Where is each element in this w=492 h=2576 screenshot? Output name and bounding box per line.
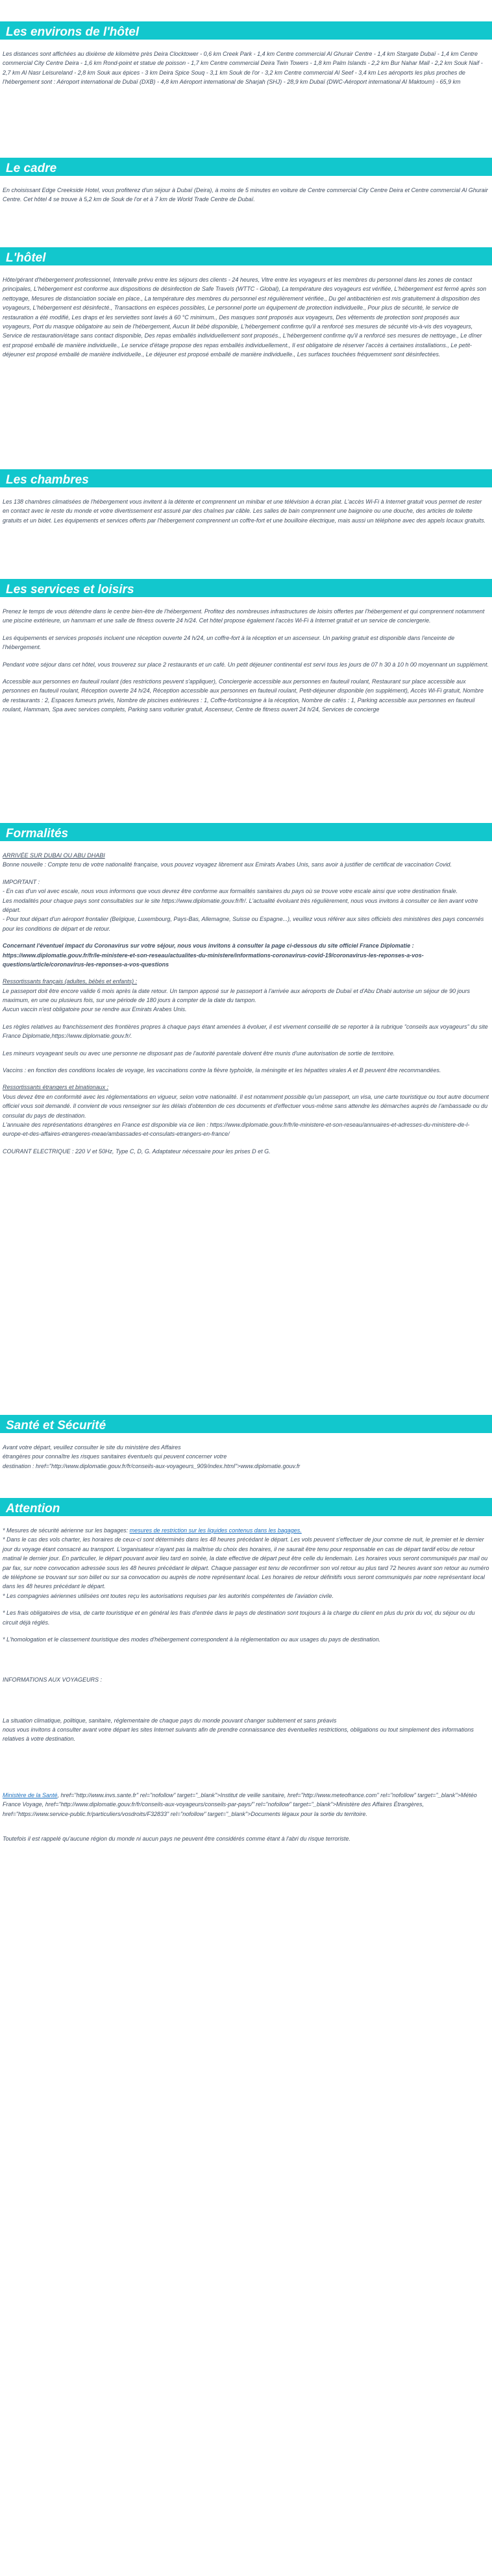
section-banner-sante bbox=[0, 1415, 492, 1433]
sante-line-2: étrangères pour connaître les risques sanitaires éventuels qui peuvent concerner votre bbox=[3, 1453, 227, 1460]
attention-intro bbox=[3, 1526, 489, 1601]
formalites-arrival bbox=[3, 851, 489, 870]
formalites-foreign bbox=[3, 1083, 489, 1138]
ministry-health-link[interactable]: Ministère de la Santé bbox=[3, 1791, 58, 1798]
links-text: , href="http://www.invs.sante.fr" rel="nofollow" target="_blank">Institut de veille sanitaire, href="http://www.meteofrance.com" rel="nofollow" target="_blank">Météo France Voyage, href="http://www.diplomatie.gouv.fr/fr/conseils-aux-voyageurs/conseils-par-pays/" rel="nofollow" target="_blank">Ministère des Affaires Étrangères, href="https://www.service-public.fr/particuliers/vosdroits/F32833" rel="nofollow" target="_blank">Documents légaux pour la sortie du territoire. bbox=[3, 1791, 477, 1817]
french-2: Aucun vaccin n'est obligatoire pour se rendre aux Emirats Arabes Unis. bbox=[3, 1006, 187, 1013]
important-2: Les modalités pour chaque pays sont consultables sur le site https://www.diplomatie.gouv.fr/fr/. L'actualité évoluant très régulièrement, nous vous invitons à consulter ce lien avant votre départ. bbox=[3, 897, 478, 913]
hotel-body bbox=[3, 275, 489, 367]
hotel-text: Hôte/gérant d'hébergement professionnel, Intervalle prévu entre les séjours des clients - 24 heures, Vitre entre les voyageurs et les membres du personnel dans les zones de contact principales, L'hébergement est conforme aux dispositions de désinfection de Safe Travels (WTTC - Global), La température des voyageurs est vérifiée, L'hébergement est fermé après son nettoyage, Mesures de distanciation sociale en place., La température des membres du personnel est régulièrement vérifiée., Du gel antibactérien est mis gratuitement à disposition des voyageurs, L'hébergement est désinfecté., Transactions en espèces possibles, Le personnel porte un équipement de protection individuelle., Pour plus de sécurité, le service de restauration a été modifié, Les draps et les serviettes sont lavés à 60 °C minimum., Des masques sont proposés aux voyageurs, Des vêtements de protection sont proposés aux voyageurs, Port du masque obligatoire au sein de l'hébergement, Aucun lit bébé disponible, L'hébergement confirme qu'il a renforcé ses mesures de sécurité vis-à-vis des voyageurs, Service de restauration/étage sans contact disponible, Des repas emballés individuellement sont proposés., L'hébergement confirme qu'il a renforcé ses mesures de nettoyage., Le dîner est proposé emballé de manière individuelle., Le service d'étage propose des repas emballés individuellement., Il est obligatoire de réserver l'accès à certaines installations., Le petit-déjeuner est proposé emballé de manière individuelle., Le déjeuner est proposé emballé de manière individuelle., Les surfaces touchées fréquemment sont désinfectées. bbox=[3, 276, 487, 358]
section-banner-attention bbox=[0, 1498, 492, 1516]
section-title-formalites: Formalités bbox=[6, 827, 69, 840]
situation-block bbox=[3, 1716, 489, 1744]
vaccins-notice: Vaccins : en fonction des conditions locales de voyage, les vaccinations contre la fièvre typhoïde, la méningite et les hépatites virales A et B peuvent être recommandées. bbox=[3, 1067, 441, 1074]
environs-text: Les distances sont affichées au dixième de kilomètre près Deira Clocktower - 0,6 km Creek Park - 1,4 km Centre commercial Al Ghurair Centre - 1,4 km Stargate Dubaï - 1,4 km Centre commercial City Centre Deira - 1,6 km Rond-point et statue de poisson - 1,7 km Centre commercial Deira Twin Towers - 1,8 km Palm Islands - 2,2 km Bur Nahar Mall - 2,2 km Souk Naif - 2,7 km Al Nasr Leisureland - 2,8 km Souk aux épices - 3 km Deira Spice Souq - 3,1 km Souk de l'or - 3,2 km Centre commercial Al Seef - 3,4 km Les aéroports les plus proches de l'hébergement sont : Aéroport international de Dubaï (DXB) - 4,8 km Aéroport international de Sharjah (SHJ) - 28,9 km Dubaï (DWC-Aéroport international Al Maktoum) - 65,9 km bbox=[3, 51, 483, 86]
sante-body bbox=[3, 1443, 489, 1471]
formalites-intro: Bonne nouvelle : Compte tenu de votre nationalité française, vous pouvez voyagez librement aux Emirats Arabes Unis, sans avoir à justifier de certificat de vaccination Covid. bbox=[3, 861, 452, 868]
loisirs-p1: Prenez le temps de vous détendre dans le centre bien-être de l'hébergement. Profitez des nombreuses infrastructures de loisirs offertes par l'hébergement et qui comprennent notamment une piscine extérieure, un hammam et une salle de fitness ouverte 24 h/24. Cet hôtel propose également l'accès Wi-Fi à Internet gratuit et un service de conciergerie. bbox=[3, 608, 485, 624]
closing-notice: Toutefois il est rappelé qu'aucune région du monde ni aucun pays ne peuvent être considérés comme étant à l'abri du risque terroriste. bbox=[3, 1835, 351, 1843]
bagages-notice bbox=[3, 1526, 489, 1535]
important-3: - Pour tout départ d'un aéroport frontalier (Belgique, Luxembourg, Pays-Bas, Allemagne, Suisse ou Espagne...), veuillez vous référer aux sites officiels des ministères des pays concernés pour les conditions de départ et de retour. bbox=[3, 916, 484, 932]
section-banner-chambres bbox=[0, 469, 492, 487]
situation-2: nous vous invitons à consulter avant votre départ les sites Internet suivants afin de prendre connaissance des éventuelles restrictions, obligations ou tout simplement des informations relatives à votre destination. bbox=[3, 1726, 474, 1743]
section-title-sante: Santé et Sécurité bbox=[6, 1419, 106, 1432]
borders-rules: Les règles relatives au franchissement des frontières propres à chaque pays étant amenées à évoluer, il est vivement conseillé de se reporter à la rubrique "conseils aux voyageurs" du site France Diplomatie,https://www.diplomatie.gouv.fr/. bbox=[3, 1023, 488, 1040]
section-title-environs: Les environs de l'hôtel bbox=[6, 25, 140, 39]
sante-line-1: Avant votre départ, veuillez consulter le site du ministère des Affaires bbox=[3, 1444, 181, 1451]
section-title-chambres: Les chambres bbox=[6, 473, 89, 487]
loisirs-p4: Accessible aux personnes en fauteuil roulant (des restrictions peuvent s'appliquer), Conciergerie accessible aux personnes en fauteuil roulant, Restaurant sur place accessible aux personnes en fauteuil roulant, Réception ouverte 24 h/24, Réception accessible aux personnes en fauteuil roulant, Petit-déjeuner disponible (en supplément), Accès Wi-Fi gratuit, Nombre de restaurants : 2, Espaces fumeurs privés, Nombre de piscines extérieures : 1, Coffre-fort/consigne à la réception, Nombre de cafés : 1, Parking accessible aux personnes en fauteuil roulant, Hammam, Spa avec services complets, Parking sans voiturier gratuit, Ascenseur, Centre de fitness ouvert 24 h/24, Services de concierge bbox=[3, 678, 484, 713]
section-banner-formalites bbox=[0, 823, 492, 841]
section-banner-loisirs bbox=[0, 579, 492, 597]
foreign-heading: Ressortissants étrangers et binationaux : bbox=[3, 1084, 109, 1091]
loisirs-p2: Les équipements et services proposés incluent une réception ouverte 24 h/24, un coffre-fort à la réception et un ascenseur. Un parking gratuit est disponible dans l'enceinte de l'hébergement. bbox=[3, 634, 455, 651]
cadre-body bbox=[3, 186, 489, 212]
minors-notice: Les mineurs voyageant seuls ou avec une personne ne disposant pas de l'autorité parentale doivent être munis d'une autorisation de sortie de territoire. bbox=[3, 1049, 395, 1057]
formalites-french bbox=[3, 977, 489, 1014]
chambres-text: Les 138 chambres climatisées de l'hébergement vous invitent à la détente et comprennent un minibar et une télévision à écran plat. L'accès Wi-Fi à Internet gratuit vous permet de rester en contact avec le reste du monde et votre divertissement est assuré par des chaînes par câble. Les salles de bain comprennent une baignoire ou une douche, des articles de toilette gratuits et un bidet. Les équipements et services offerts par l'hébergement comprennent un coffre-fort et une bouilloire électrique, mais aussi un téléphone avec des appels locaux gratuits. bbox=[3, 498, 486, 524]
section-title-loisirs: Les services et loisirs bbox=[6, 583, 134, 596]
important-1: - En cas d'un vol avec escale, nous vous informons que vous devrez être conforme aux formalités sanitaires du pays où se trouve votre escale ainsi que votre destination finale. bbox=[3, 888, 458, 895]
foreign-2: L'annuaire des représentations étrangères en France est disponible via ce lien : https://www.diplomatie.gouv.fr/fr/le-ministere-et-son-reseau/annuaires-et-adresses-du-ministere-de-l-europe-et-des-affaires-etrangeres-meae/ambassades-et-consulats-etrangers-en-france/ bbox=[3, 1121, 470, 1138]
loisirs-body bbox=[3, 607, 489, 722]
corona-notice: Concernant l'éventuel impact du Coronavirus sur votre séjour, nous vous invitons à consulter la page ci-dessous du site officiel France Diplomatie : https://www.diplomatie.gouv.fr/fr/le-ministere-et-son-reseau/actualites-du-ministere/informations-coronavirus-covid-19/coronavirus-les-reponses-a-vos-questions/article/coronavirus-les-reponses-a-vos-questions bbox=[3, 942, 424, 968]
loisirs-p3: Pendant votre séjour dans cet hôtel, vous trouverez sur place 2 restaurants et un café. Un petit déjeuner continental est servi tous les jours de 07 h 30 à 10 h 00 moyennant un supplément. bbox=[3, 661, 489, 668]
formalites-heading: ARRIVÉE SUR DUBAI OU ABU DHABI bbox=[3, 852, 105, 859]
section-title-hotel: L'hôtel bbox=[6, 251, 46, 265]
fees-notice: * Les frais obligatoires de visa, de carte touristique et en général les frais d'entrée dans le pays de destination sont toujours à la charge du client en plus du prix du vol, du séjour ou du circuit déjà réglés. bbox=[3, 1610, 475, 1626]
section-title-attention: Attention bbox=[6, 1502, 60, 1515]
section-banner-hotel bbox=[0, 247, 492, 265]
bagages-prefix: * Mesures de sécurité aérienne sur les bagages: bbox=[3, 1527, 130, 1534]
environs-body bbox=[3, 49, 489, 95]
electric-notice: COURANT ELECTRIQUE : 220 V et 50Hz, Type C, D, G. Adaptateur nécessaire pour les prises D et G. bbox=[3, 1147, 271, 1155]
cadre-text: En choisissant Edge Creekside Hotel, vous profiterez d'un séjour à Dubaï (Deira), à moins de 5 minutes en voiture de Centre commercial City Centre Deira et Centre commercial Al Ghurair Centre. Cet hôtel 4 se trouve à 5,2 km de Souk de l'or et à 7 km de World Trade Centre de Dubaï. bbox=[3, 187, 488, 203]
info-heading: INFORMATIONS AUX VOYAGEURS : bbox=[3, 1676, 103, 1684]
links-paragraph bbox=[3, 1791, 489, 1819]
sante-line-3: destination : href="http://www.diplomatie.gouv.fr/fr/conseils-aux-voyageurs_909/index.html">www.diplomatie.gouv.fr bbox=[3, 1462, 301, 1469]
french-heading: Ressortissants français (adultes, bébés et enfants) : bbox=[3, 978, 138, 985]
foreign-1: Vous devez être en conformité avec les réglementations en vigueur, selon votre nationalité. Il est notamment possible qu'un passeport, un visa, une carte touristique ou tout autre document officiel vous soit demandé. Il convient de vous renseigner sur les délais d'obtention de ces documents et d'effectuer vous-même sans attendre les démarches auprès de l'ambassade ou du consulat du pays de destination. bbox=[3, 1093, 489, 1119]
situation-1: La situation climatique, politique, sanitaire, réglementaire de chaque pays du monde pouvant changer subitement et sans préavis bbox=[3, 1717, 337, 1724]
important-label: IMPORTANT : bbox=[3, 878, 40, 885]
french-1: Le passeport doit être encore valide 6 mois après la date retour. Un tampon apposé sur le passeport à l'arrivée aux aéroports de Dubaï et d'Abu Dhabi autorise un séjour de 90 jours maximum, en une ou plusieurs fois, sur une période de 180 jours à compter de la date du tampon. bbox=[3, 987, 471, 1004]
homologation-notice: * L'homologation et le classement touristique des modes d'hébergement correspondent à la réglementation ou aux usages du pays de destination. bbox=[3, 1636, 381, 1643]
bagages-link[interactable]: mesures de restriction sur les liquides contenus dans les bagages. bbox=[129, 1527, 302, 1534]
section-banner-environs bbox=[0, 21, 492, 40]
attention-body bbox=[3, 1526, 489, 1851]
section-title-cadre: Le cadre bbox=[6, 162, 57, 175]
formalites-body bbox=[3, 851, 489, 1164]
section-banner-cadre bbox=[0, 158, 492, 176]
formalites-important bbox=[3, 877, 489, 933]
chambres-body bbox=[3, 497, 489, 533]
charter-notice: * Dans le cas des vols charter, les horaires de ceux-ci sont déterminés dans les 48 heures précédant le départ. Les vols peuvent s'effectuer de jour comme de nuit, le premier et le dernier jour du voyage étant consacré au transport. L'organisateur n'ayant pas la maîtrise du choix des horaires, il ne saurait être tenu pour responsable en cas de départ tardif et/ou de retour matinal le dernier jour. En particulier, le départ pouvant avoir lieu tard en soirée, la date effective de départ peut être celle du lendemain. Les horaires vous seront communiqués par mail ou par fax, sur notre convocation adressée sous les 48 heures précédant le départ. Chaque passager est tenu de reconfirmer son vol retour au plus tard 72 heures avant son retour au numéro de téléphone se trouvant sur son billet ou sur sa convocation ou auprès de notre représentant local. Les horaires de retour définitifs vous seront communiqués par notre représentant local dans les 48 heures précédant le départ. bbox=[3, 1536, 489, 1590]
companies-notice: * Les compagnies aériennes utilisées ont toutes reçu les autorisations requises par les autorités compétentes de l'aviation civile. bbox=[3, 1592, 334, 1599]
